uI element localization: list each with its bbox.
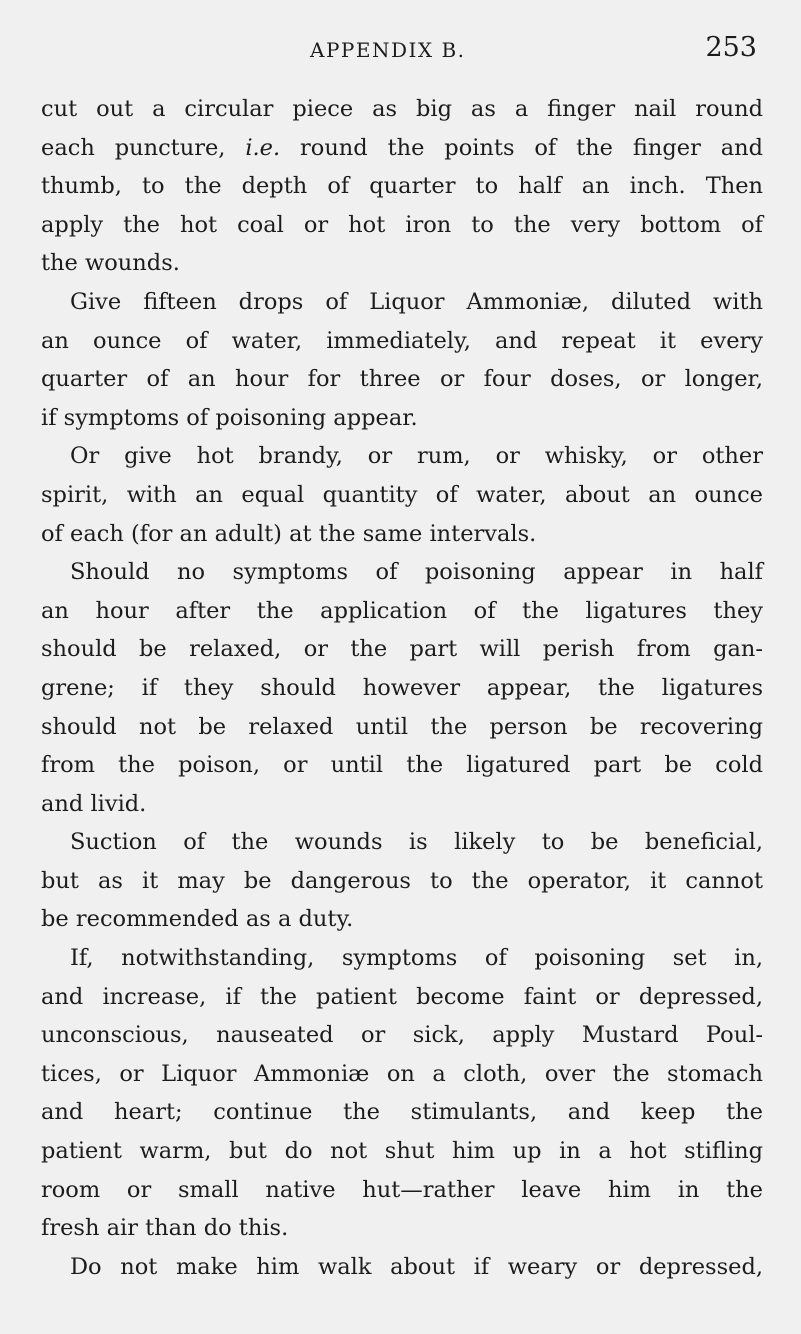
text-line: an ounce of water, immediately, and repeat it every — [41, 327, 763, 354]
text-line: grene; if they should however appear, the ligatures — [41, 674, 763, 701]
paragraph — [41, 553, 763, 823]
text-line: Give fifteen drops of Liquor Ammoniæ, diluted with — [70, 288, 763, 315]
text-line: patient warm, but do not shut him up in a hot stifling — [41, 1138, 763, 1165]
text-line: and livid. — [41, 790, 147, 817]
text-line: thumb, to the depth of quarter to half an inch. Then — [41, 173, 763, 200]
paragraph — [41, 1248, 763, 1287]
text-line: should not be relaxed until the person be recovering — [41, 713, 763, 740]
text-line: from the poison, or until the ligatured part be cold — [41, 752, 763, 779]
body-text — [41, 90, 763, 1286]
text-line: quarter of an hour for three or four doses, or longer, — [41, 366, 763, 393]
text-line — [41, 129, 763, 168]
text-line: of each (for an adult) at the same intervals. — [41, 520, 537, 547]
text-line: Suction of the wounds is likely to be beneficial, — [70, 829, 763, 856]
text-line: room or small native hut—rather leave him in the — [41, 1176, 763, 1203]
running-header — [0, 32, 801, 72]
text-line: and heart; continue the stimulants, and keep the — [41, 1099, 763, 1126]
running-title: APPENDIX B. — [310, 38, 466, 62]
paragraph — [41, 939, 763, 1248]
paragraph — [41, 90, 763, 283]
paragraph — [41, 283, 763, 437]
text-line: and increase, if the patient become faint or depressed, — [41, 983, 763, 1010]
text-line: if symptoms of poisoning appear. — [41, 404, 418, 431]
text-line: fresh air than do this. — [41, 1215, 289, 1242]
text-line: apply the hot coal or hot iron to the very bottom of — [41, 211, 763, 238]
text-line: Do not make him walk about if weary or depressed, — [70, 1253, 763, 1280]
text-line: should be relaxed, or the part will perish from gan- — [41, 636, 763, 663]
text-line: If, notwithstanding, symptoms of poisoning set in, — [70, 945, 763, 972]
text-line: Or give hot brandy, or rum, or whisky, or other — [70, 443, 763, 470]
text-line: the wounds. — [41, 250, 180, 277]
text-segment: each puncture, — [41, 134, 246, 161]
paragraph — [41, 437, 763, 553]
text-line: an hour after the application of the ligatures they — [41, 597, 763, 624]
text-line: be recommended as a duty. — [41, 906, 354, 933]
text-line: Should no symptoms of poisoning appear in half — [70, 559, 763, 586]
paragraph — [41, 823, 763, 939]
text-line: spirit, with an equal quantity of water, about an ounce — [41, 481, 763, 508]
text-line: tices, or Liquor Ammoniæ on a cloth, over the stomach — [41, 1060, 763, 1087]
page-number: 253 — [705, 32, 757, 63]
text-line: unconscious, nauseated or sick, apply Mustard Poul- — [41, 1022, 763, 1049]
italic-abbreviation: i.e. — [245, 134, 281, 161]
text-line: but as it may be dangerous to the operator, it cannot — [41, 867, 763, 894]
text-segment: round the points of the finger and — [280, 134, 763, 161]
text-line: cut out a circular piece as big as a finger nail round — [41, 96, 763, 122]
